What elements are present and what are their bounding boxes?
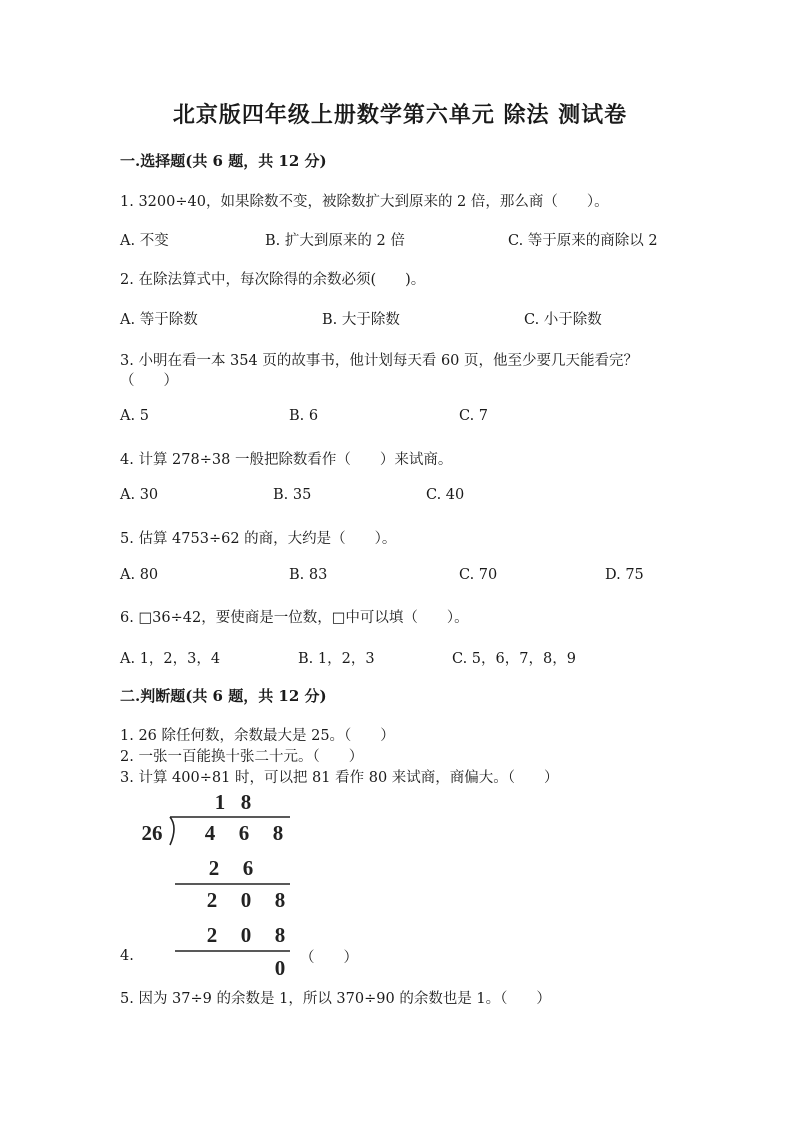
division-bracket [170,817,174,845]
step-digit: 0 [240,888,252,912]
judge-item-3: 3. 计算 400÷81 时，可以把 81 看作 80 来试商，商偏大。（ ） [120,770,559,786]
step-digit: 8 [274,923,286,947]
judge-item-1: 1. 26 除任何数，余数最大是 25。（ ） [120,728,395,744]
step-digit: 0 [240,923,252,947]
q3-option-a[interactable]: A. 5 [120,408,149,424]
step-digit: 6 [242,856,254,880]
question-1: 1. 3200÷40，如果除数不变，被除数扩大到原来的 2 倍，那么商（ ）。 [120,194,609,210]
judge-item-2: 2. 一张一百能换十张二十元。（ ） [120,749,364,765]
section-heading-judge: 二.判断题(共 6 题，共 12 分) [120,687,327,705]
question-6: 6. □36÷42，要使商是一位数，□中可以填（ ）。 [120,610,469,626]
judge-item-4-paren: （ ） [300,950,358,966]
q1-option-a[interactable]: A. 不变 [120,233,169,249]
quotient-digit: 8 [240,790,252,814]
dividend-digit: 6 [238,821,250,845]
q2-option-c[interactable]: C. 小于除数 [524,312,602,328]
question-5: 5. 估算 4753÷62 的商，大约是（ ）。 [120,531,397,547]
q4-option-a[interactable]: A. 30 [120,487,159,503]
q1-option-b[interactable]: B. 扩大到原来的 2 倍 [265,233,405,249]
dividend-digit: 8 [272,821,284,845]
q1-option-c[interactable]: C. 等于原来的商除以 2 [508,233,658,249]
step-digit: 2 [206,888,218,912]
q5-option-a[interactable]: A. 80 [120,567,159,583]
question-3-paren: （ ） [120,373,178,389]
question-4: 4. 计算 278÷38 一般把除数看作（ ）来试商。 [120,452,453,468]
q6-option-c[interactable]: C. 5，6，7，8，9 [452,651,576,667]
dividend-digit: 4 [204,821,216,845]
q4-option-b[interactable]: B. 35 [273,487,312,503]
q5-option-b[interactable]: B. 83 [289,567,328,583]
q6-option-b[interactable]: B. 1，2，3 [298,651,375,667]
step-digit: 8 [274,888,286,912]
step-digit: 2 [206,923,218,947]
q6-option-a[interactable]: A. 1，2，3，4 [120,651,221,667]
quotient-digit: 1 [214,790,226,814]
q4-option-c[interactable]: C. 40 [426,487,465,503]
question-3: 3. 小明在看一本 354 页的故事书，他计划每天看 60 页，他至少要几天能看完？ [120,353,639,369]
step-digit: 2 [208,856,220,880]
q3-option-b[interactable]: B. 6 [289,408,319,424]
q3-option-c[interactable]: C. 7 [459,408,489,424]
q5-option-c[interactable]: C. 70 [459,567,498,583]
q2-option-a[interactable]: A. 等于除数 [120,312,198,328]
page-title: 北京版四年级上册数学第六单元 除法 测试卷 [172,102,628,128]
judge-item-4-label: 4. [120,948,134,964]
long-division-figure [120,785,320,985]
q5-option-d[interactable]: D. 75 [605,567,644,583]
question-2: 2. 在除法算式中，每次除得的余数必须( )。 [120,272,426,288]
remainder: 0 [274,956,286,980]
q2-option-b[interactable]: B. 大于除数 [322,312,400,328]
section-heading-choice: 一.选择题(共 6 题，共 12 分) [120,152,327,170]
divisor: 26 [141,821,163,845]
judge-item-5: 5. 因为 37÷9 的余数是 1，所以 370÷90 的余数也是 1。（ ） [120,991,551,1007]
